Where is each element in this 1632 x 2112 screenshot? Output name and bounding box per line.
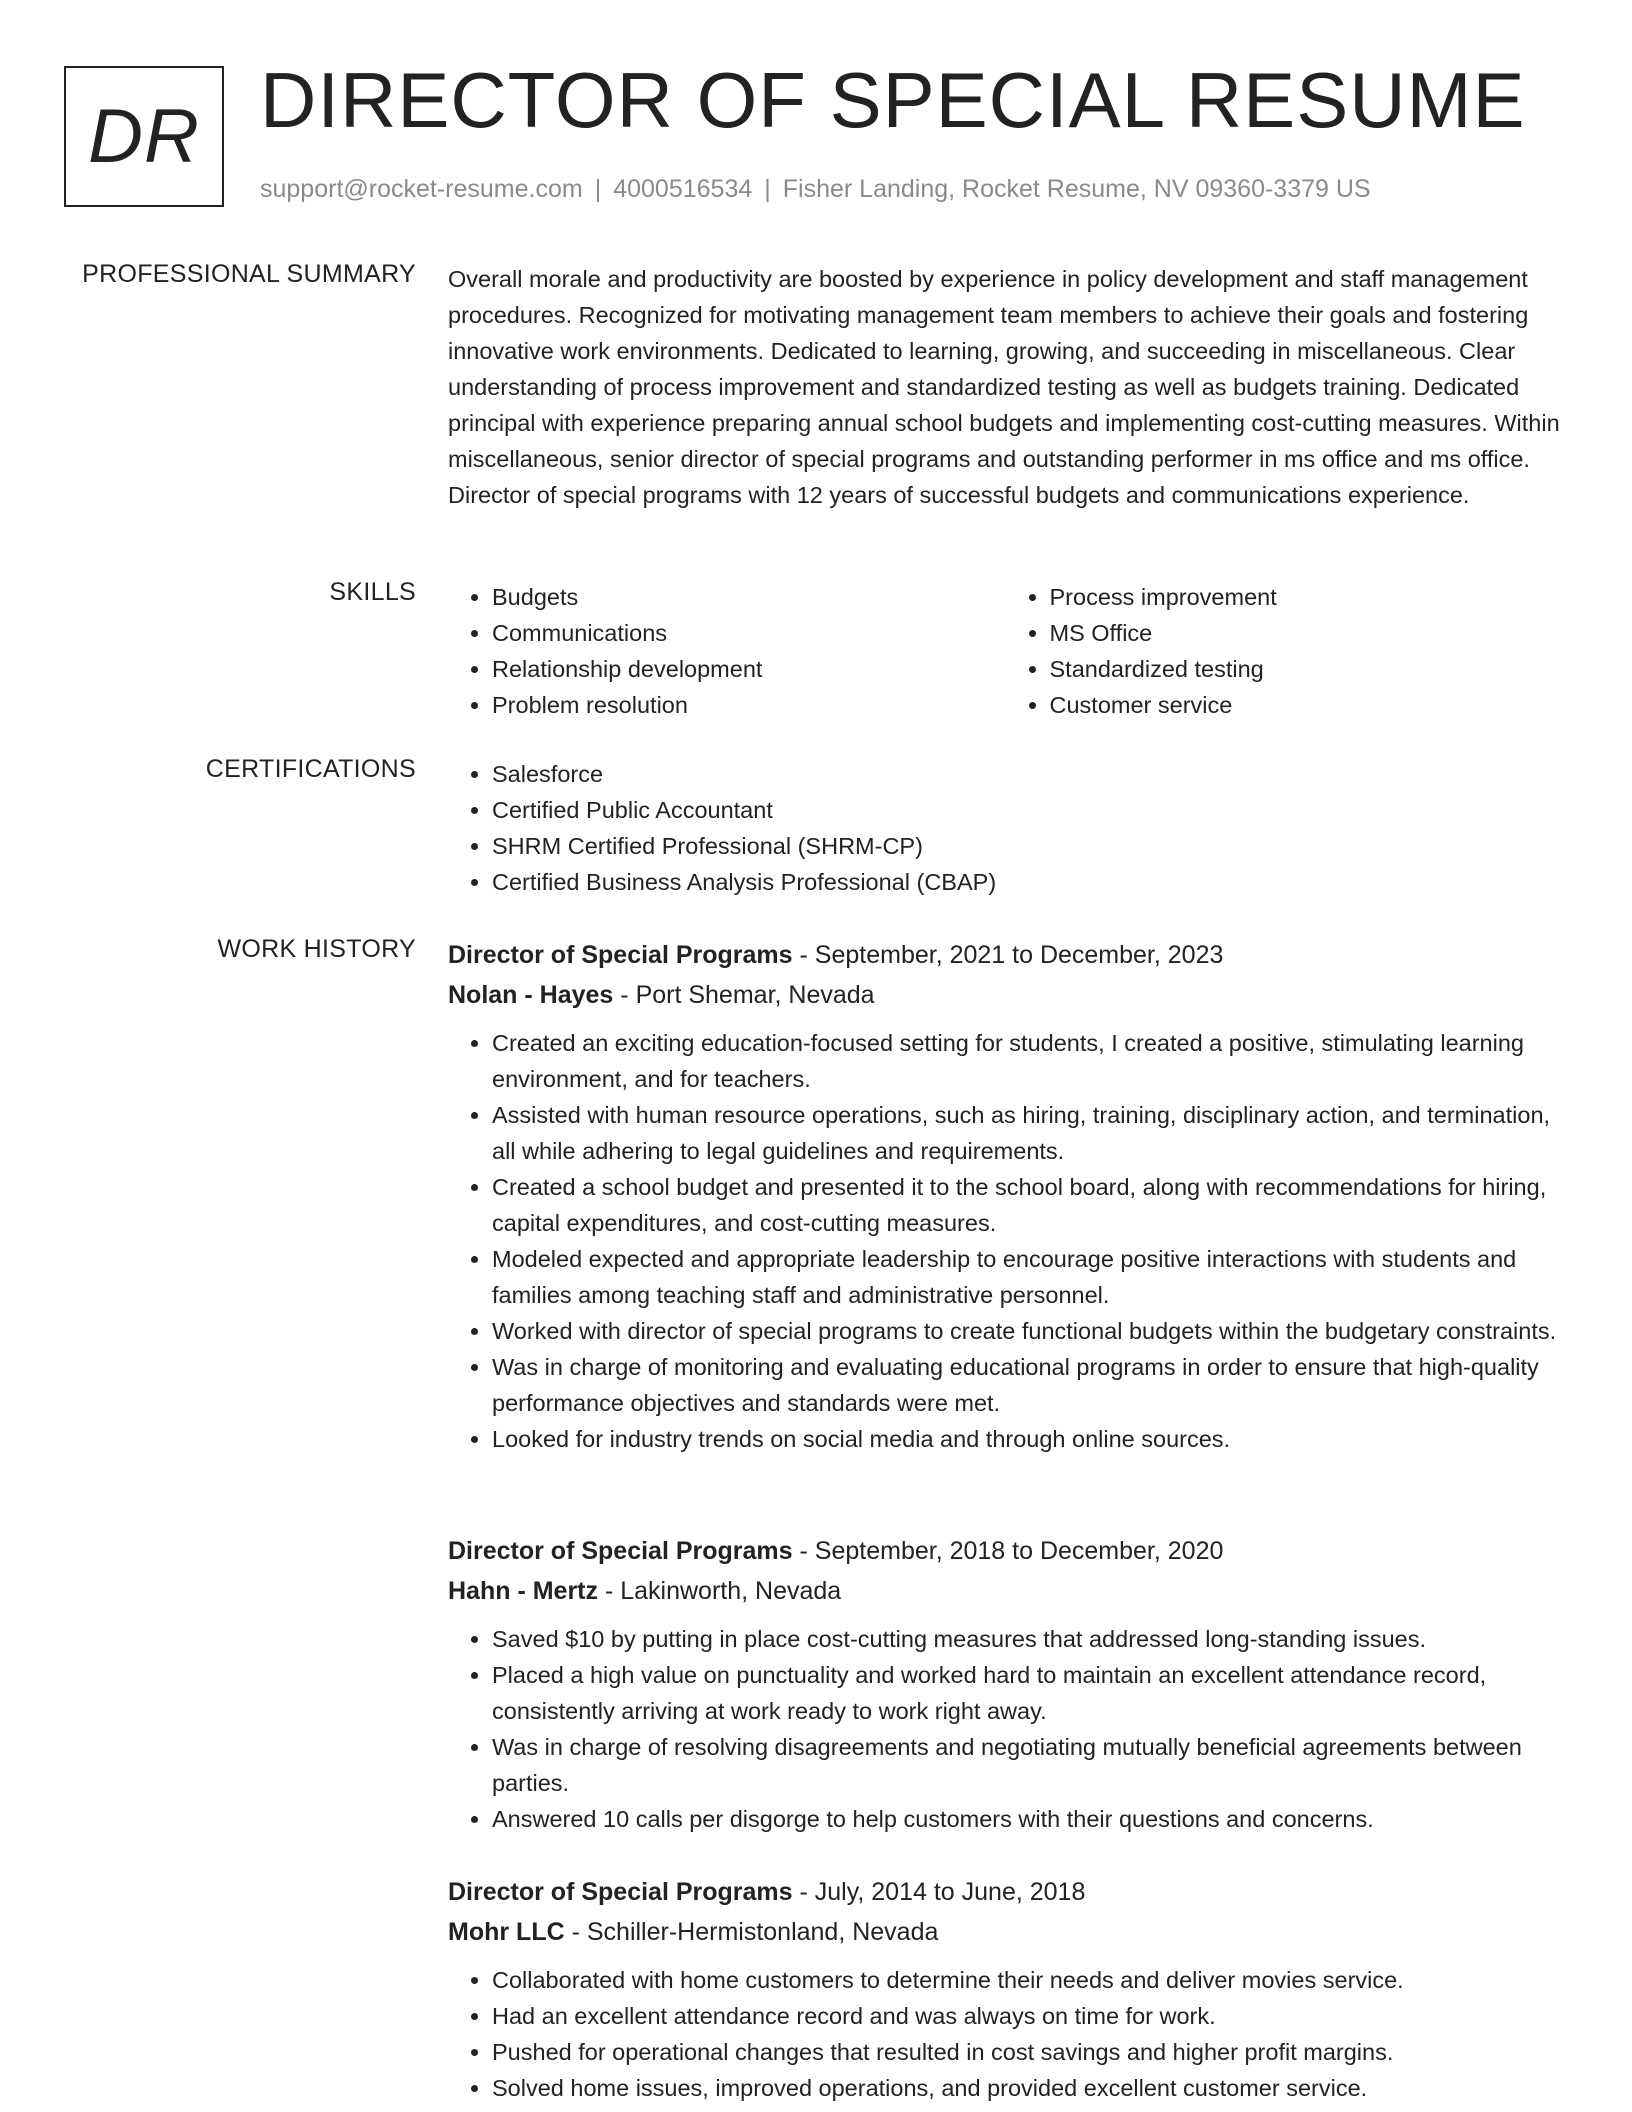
skills-columns (448, 579, 1563, 723)
job-bullet-item: • Saved $10 by putting in place cost-cutting measures that addressed long-standing issues. (492, 1621, 1563, 1657)
job-company-line: Hahn - Mertz - Lakinworth, Nevada (448, 1577, 842, 1605)
job-entry (448, 935, 1563, 1457)
contact-phone: 4000516534 (613, 175, 753, 203)
section-label-work-history: WORK HISTORY (217, 935, 416, 963)
job-bullet-item: • Was in charge of monitoring and evaluating educational programs in order to ensure that high-quality performance objectives and standards were met. (492, 1349, 1563, 1421)
job-company: Hahn - Mertz (448, 1577, 598, 1605)
job-bullets (448, 1621, 1563, 1837)
skill-item: • Problem resolution (492, 687, 1006, 723)
job-bullet-item: • Modeled expected and appropriate leadership to encourage positive interactions with students and families among teaching staff and administrative personnel. (492, 1241, 1563, 1313)
job-bullets (448, 1025, 1563, 1457)
skill-item: • Budgets (492, 579, 1006, 615)
job-bullet-item: • Worked with director of special programs to create functional budgets within the budgetary constraints. (492, 1313, 1563, 1349)
job-bullet-item: • Assisted with human resource operations, such as hiring, training, disciplinary action, and termination, all while adhering to legal guidelines and requirements. (492, 1097, 1563, 1169)
skills-list-right (1006, 579, 1564, 723)
contact-separator: | (594, 175, 602, 203)
job-bullet-item: • Looked for industry trends on social media and through online sources. (492, 1421, 1563, 1457)
job-bullet-item: • Pushed for operational changes that resulted in cost savings and higher profit margins. (492, 2034, 1563, 2070)
job-bullet-item: • Solved home issues, improved operations, and provided excellent customer service. (492, 2070, 1563, 2106)
summary-body (448, 261, 1563, 513)
job-location: Lakinworth, Nevada (620, 1577, 842, 1605)
job-bullet-item: • Created an exciting education-focused setting for students, I created a positive, stimulating learning environment, and for teachers. (492, 1025, 1563, 1097)
job-title: Director of Special Programs (448, 1878, 793, 1906)
job-bullet-item: • Placed a high value on punctuality and worked hard to maintain an excellent attendance record, consistently arriving at work ready to work right away. (492, 1657, 1563, 1729)
job-bullet-item: • Answered 10 calls per disgorge to help customers with their questions and concerns. (492, 1801, 1563, 1837)
job-company-line: Mohr LLC - Schiller-Hermistonland, Nevada (448, 1918, 939, 1946)
monogram-initials: DR (88, 94, 200, 179)
job-title: Director of Special Programs (448, 1537, 793, 1565)
job-bullet-item: • Was in charge of resolving disagreements and negotiating mutually beneficial agreements between parties. (492, 1729, 1563, 1801)
certifications-body (448, 756, 1563, 900)
job-entry (448, 1531, 1563, 1837)
contact-address: Fisher Landing, Rocket Resume, NV 09360-3379 US (782, 175, 1371, 203)
section-label-skills: SKILLS (329, 578, 416, 606)
skill-item: • Standardized testing (1050, 651, 1564, 687)
job-bullet-item: • Had an excellent attendance record and was always on time for work. (492, 1998, 1563, 2034)
job-dates: July, 2014 to June, 2018 (814, 1878, 1086, 1906)
contact-separator: | (764, 175, 771, 203)
job-location: Port Shemar, Nevada (635, 981, 875, 1009)
job-dates: September, 2021 to December, 2023 (814, 941, 1224, 969)
certification-item: • Certified Public Accountant (492, 792, 1563, 828)
skills-body (448, 579, 1563, 723)
job-dates: September, 2018 to December, 2020 (814, 1537, 1224, 1565)
skill-item: • Relationship development (492, 651, 1006, 687)
job-bullet-item: • Created a school budget and presented it to the school board, along with recommendations for hiring, capital expenditures, and cost-cutting measures. (492, 1169, 1563, 1241)
section-label-certifications: CERTIFICATIONS (205, 755, 416, 783)
skill-item: • Communications (492, 615, 1006, 651)
monogram-box (64, 66, 224, 207)
job-company: Mohr LLC (448, 1918, 565, 1946)
summary-text: Overall morale and productivity are boosted by experience in policy development and staff management procedures. Recognized for motivating management team members to achieve their goals and fostering innovative work environments. Dedicated to learning, growing, and succeeding in miscellaneous. Clear understanding of process improvement and standardized testing as well as budgets training. Dedicated principal with experience preparing annual school budgets and implementing cost-cutting measures. Within miscellaneous, senior director of special programs and outstanding performer in ms office and ms office. Director of special programs with 12 years of successful budgets and communications experience. (448, 266, 1560, 508)
job-bullets (448, 1962, 1563, 2106)
skill-item: • MS Office (1050, 615, 1564, 651)
certifications-list (448, 756, 1563, 900)
job-title-line: Director of Special Programs - September, 2021 to December, 2023 (448, 941, 1224, 969)
job-company-line: Nolan - Hayes - Port Shemar, Nevada (448, 981, 875, 1009)
skills-list-left (448, 579, 1006, 723)
job-company: Nolan - Hayes (448, 981, 614, 1009)
certification-item: • SHRM Certified Professional (SHRM-CP) (492, 828, 1563, 864)
contact-line (260, 175, 1371, 204)
skill-item: • Process improvement (1050, 579, 1564, 615)
skill-item: • Customer service (1050, 687, 1564, 723)
job-bullet-item: • Collaborated with home customers to determine their needs and deliver movies service. (492, 1962, 1563, 1998)
job-entry (448, 1872, 1563, 2106)
certification-item: • Salesforce (492, 756, 1563, 792)
section-label-summary: PROFESSIONAL SUMMARY (82, 260, 416, 288)
job-title: Director of Special Programs (448, 941, 793, 969)
job-title-line: Director of Special Programs - July, 2014 to June, 2018 (448, 1878, 1086, 1906)
contact-email: support@rocket-resume.com (260, 175, 583, 203)
resume-title: DIRECTOR OF SPECIAL RESUME (260, 56, 1526, 144)
job-title-line: Director of Special Programs - September, 2018 to December, 2020 (448, 1537, 1224, 1565)
certification-item: • Certified Business Analysis Professional (CBAP) (492, 864, 1563, 900)
job-location: Schiller-Hermistonland, Nevada (586, 1918, 939, 1946)
